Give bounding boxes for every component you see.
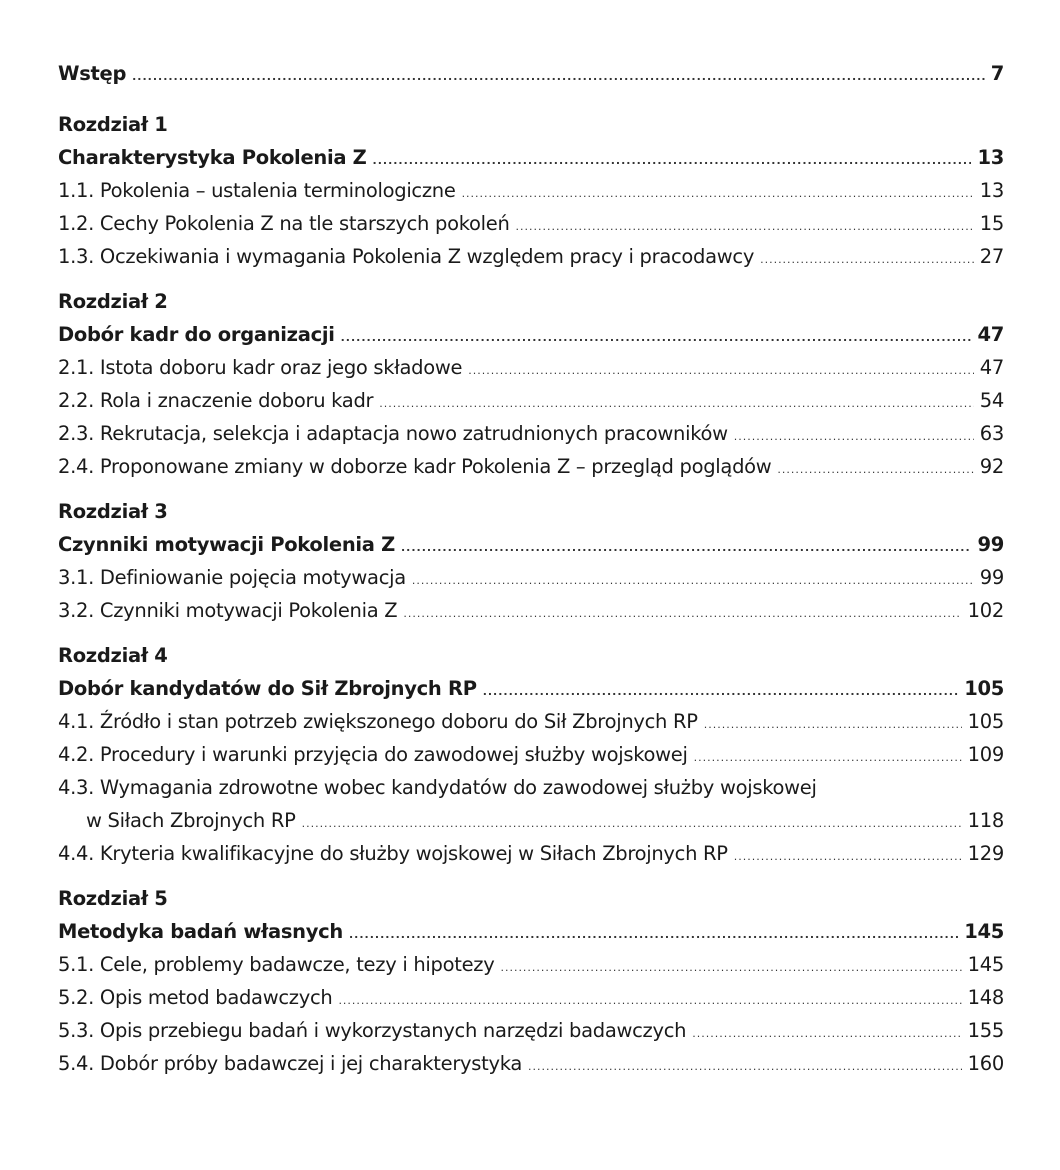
entry-page: 13	[979, 179, 1004, 202]
entry-page: 63	[979, 422, 1004, 445]
entry-page: 145	[964, 920, 1004, 943]
toc-entry-section	[58, 422, 1004, 455]
dot-leader	[692, 1027, 961, 1040]
dot-leader	[516, 220, 974, 233]
entry-page: 27	[979, 245, 1004, 268]
dot-leader	[468, 364, 974, 377]
toc-entry-section	[58, 743, 1004, 776]
entry-title: 4.2. Procedury i warunki przyjęcia do zawodowej służby wojskowej	[58, 743, 688, 766]
dot-leader	[528, 1060, 962, 1073]
dot-leader	[373, 154, 972, 167]
dot-leader	[302, 817, 962, 830]
dot-leader	[777, 463, 973, 476]
dot-leader	[462, 187, 974, 200]
entry-title: 5.1. Cele, problemy badawcze, tezy i hipotezy	[58, 953, 495, 976]
toc-entry-chapter	[58, 533, 1004, 566]
entry-page: 129	[967, 842, 1004, 865]
entry-title: 3.2. Czynniki motywacji Pokolenia Z	[58, 599, 398, 622]
dot-leader	[341, 331, 972, 344]
dot-leader	[401, 541, 971, 554]
toc-entry-intro	[58, 62, 1004, 95]
entry-page: 92	[979, 455, 1004, 478]
dot-leader	[760, 253, 974, 266]
dot-leader	[403, 607, 961, 620]
entry-page: 13	[977, 146, 1004, 169]
entry-page: 118	[967, 809, 1004, 832]
entry-title: Metodyka badań własnych	[58, 920, 343, 943]
entry-title: 5.4. Dobór próby badawczej i jej charakterystyka	[58, 1052, 523, 1075]
entry-title: 3.1. Definiowanie pojęcia motywacja	[58, 566, 406, 589]
entry-title: 4.4. Kryteria kwalifikacyjne do służby wojskowej w Siłach Zbrojnych RP	[58, 842, 728, 865]
toc-entry-chapter	[58, 920, 1004, 953]
dot-leader	[412, 574, 974, 587]
dot-leader	[734, 850, 962, 863]
toc-entry-section	[58, 1019, 1004, 1052]
toc-entry-section	[58, 953, 1004, 986]
entry-title: 1.1. Pokolenia – ustalenia terminologiczne	[58, 179, 456, 202]
entry-title: 2.1. Istota doboru kadr oraz jego składowe	[58, 356, 463, 379]
dot-leader	[483, 685, 959, 698]
entry-title: 2.4. Proponowane zmiany w doborze kadr Pokolenia Z – przegląd poglądów	[58, 455, 772, 478]
toc-entry-section	[58, 245, 1004, 278]
chapter-label: Rozdział 2	[58, 290, 168, 313]
entry-page: 47	[977, 323, 1004, 346]
toc-entry-section	[58, 842, 1004, 875]
chapter-label: Rozdział 1	[58, 113, 168, 136]
toc-entry-section	[58, 599, 1004, 632]
entry-page: 99	[977, 533, 1004, 556]
toc-entry-section	[58, 389, 1004, 422]
toc-entry-section	[58, 986, 1004, 1019]
toc-entry-section	[58, 455, 1004, 488]
dot-leader	[349, 928, 958, 941]
dot-leader	[694, 751, 962, 764]
entry-title: 5.2. Opis metod badawczych	[58, 986, 333, 1009]
entry-page: 105	[967, 710, 1004, 733]
toc-entry-section	[58, 710, 1004, 743]
entry-page: 7	[990, 62, 1004, 85]
chapter-label: Rozdział 3	[58, 500, 168, 523]
dot-leader	[379, 397, 974, 410]
toc-entry-chapter	[58, 323, 1004, 356]
entry-title: 1.2. Cechy Pokolenia Z na tle starszych pokoleń	[58, 212, 510, 235]
chapter-label: Rozdział 4	[58, 644, 168, 667]
toc-entry-section	[58, 1052, 1004, 1085]
toc-entry-chapter	[58, 146, 1004, 179]
toc-entry-section	[58, 212, 1004, 245]
dot-leader	[132, 70, 985, 83]
entry-title: Dobór kadr do organizacji	[58, 323, 335, 346]
entry-title: 1.3. Oczekiwania i wymagania Pokolenia Z względem pracy i pracodawcy	[58, 245, 755, 268]
entry-title: Dobór kandydatów do Sił Zbrojnych RP	[58, 677, 477, 700]
toc-entry-section-line2	[58, 809, 1004, 842]
entry-page: 54	[979, 389, 1004, 412]
toc-entry-chapter	[58, 677, 1004, 710]
entry-page: 109	[967, 743, 1004, 766]
entry-page: 102	[967, 599, 1004, 622]
dot-leader	[734, 430, 974, 443]
dot-leader	[338, 994, 961, 1007]
entry-title: 2.2. Rola i znaczenie doboru kadr	[58, 389, 374, 412]
entry-title: 5.3. Opis przebiegu badań i wykorzystanych narzędzi badawczych	[58, 1019, 687, 1042]
toc-entry-section	[58, 356, 1004, 389]
toc-entry-section	[58, 566, 1004, 599]
entry-page: 47	[979, 356, 1004, 379]
toc-entry-section	[58, 179, 1004, 212]
chapter-label: Rozdział 5	[58, 887, 168, 910]
entry-title: Czynniki motywacji Pokolenia Z	[58, 533, 395, 556]
toc-entry-section-line1	[58, 776, 1004, 809]
entry-page: 155	[967, 1019, 1004, 1042]
entry-page: 148	[967, 986, 1004, 1009]
entry-title: Wstęp	[58, 62, 127, 85]
entry-title: 4.1. Źródło i stan potrzeb zwiększonego doboru do Sił Zbrojnych RP	[58, 710, 698, 733]
dot-leader	[704, 718, 962, 731]
entry-page: 99	[979, 566, 1004, 589]
entry-page: 145	[967, 953, 1004, 976]
table-of-contents	[58, 62, 1004, 1085]
entry-page: 160	[967, 1052, 1004, 1075]
entry-title: Charakterystyka Pokolenia Z	[58, 146, 367, 169]
entry-page: 15	[979, 212, 1004, 235]
entry-title: 4.3. Wymagania zdrowotne wobec kandydatów do zawodowej służby wojskowej	[58, 776, 817, 799]
entry-title-continued: w Siłach Zbrojnych RP	[86, 809, 296, 832]
entry-page: 105	[964, 677, 1004, 700]
entry-title: 2.3. Rekrutacja, selekcja i adaptacja nowo zatrudnionych pracowników	[58, 422, 728, 445]
dot-leader	[500, 961, 961, 974]
